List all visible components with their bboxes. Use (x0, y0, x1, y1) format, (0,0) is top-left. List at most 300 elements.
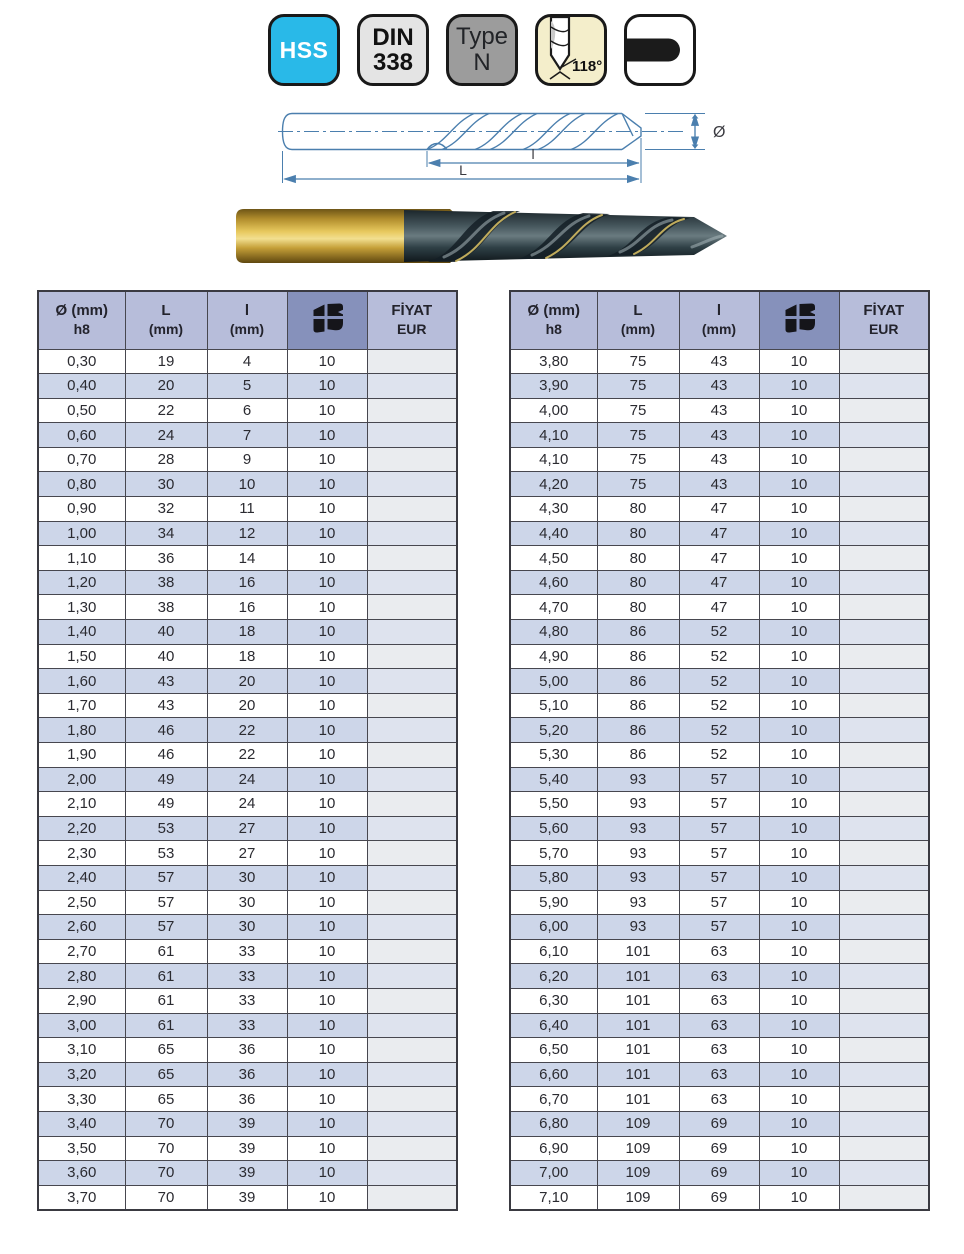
price-cell (367, 349, 457, 374)
pack-qty-cell: 10 (759, 1111, 839, 1136)
price-cell (367, 570, 457, 595)
table-row (38, 374, 457, 399)
total-length-cell: 30 (125, 472, 207, 497)
table-row (38, 497, 457, 522)
total-length-cell: 20 (125, 374, 207, 399)
diameter-cell: 6,90 (510, 1136, 597, 1161)
pack-quantity-column-header (287, 291, 367, 349)
pack-qty-cell: 10 (287, 988, 367, 1013)
price-cell (367, 1062, 457, 1087)
total-length-cell: 70 (125, 1136, 207, 1161)
diameter-cell: 3,50 (38, 1136, 125, 1161)
total-length-cell: 93 (597, 915, 679, 940)
total-length-cell: 80 (597, 521, 679, 546)
pack-qty-cell: 10 (287, 570, 367, 595)
diameter-cell: 0,40 (38, 374, 125, 399)
pack-qty-cell: 10 (759, 423, 839, 448)
price-cell (839, 349, 929, 374)
diameter-cell: 7,00 (510, 1161, 597, 1186)
pack-quantity-column-header (759, 291, 839, 349)
diameter-cell: 5,80 (510, 865, 597, 890)
total-length-cell: 46 (125, 718, 207, 743)
product-photo-section (0, 197, 964, 280)
pack-qty-cell: 10 (759, 1038, 839, 1063)
table-row (510, 988, 929, 1013)
total-length-cell: 109 (597, 1111, 679, 1136)
price-cell (367, 939, 457, 964)
diameter-cell: 5,40 (510, 767, 597, 792)
diameter-cell: 6,00 (510, 915, 597, 940)
diameter-cell: 6,60 (510, 1062, 597, 1087)
flute-length-cell: 16 (207, 595, 287, 620)
flute-length-cell: 33 (207, 939, 287, 964)
pack-qty-cell: 10 (759, 497, 839, 522)
total-length-cell: 40 (125, 620, 207, 645)
total-length-cell: 93 (597, 865, 679, 890)
diameter-column-header: Ø (mm) h8 (38, 291, 125, 349)
pack-qty-cell: 10 (287, 1087, 367, 1112)
price-cell (839, 447, 929, 472)
total-length-cell: 101 (597, 1062, 679, 1087)
table-row (38, 644, 457, 669)
pack-qty-cell: 10 (759, 890, 839, 915)
price-cell (839, 497, 929, 522)
point-angle-badge (535, 14, 607, 86)
price-cell (367, 546, 457, 571)
total-length-cell: 43 (125, 669, 207, 694)
table-row (38, 620, 457, 645)
pack-qty-cell: 10 (759, 1013, 839, 1038)
price-cell (839, 767, 929, 792)
flute-length-cell: 52 (679, 669, 759, 694)
total-length-cell: 61 (125, 964, 207, 989)
diameter-cell: 6,20 (510, 964, 597, 989)
table-row (38, 546, 457, 571)
price-cell (367, 743, 457, 768)
pack-qty-cell: 10 (759, 693, 839, 718)
diameter-column-header: Ø (mm) h8 (510, 291, 597, 349)
total-length-cell: 101 (597, 1087, 679, 1112)
flute-length-cell: 57 (679, 890, 759, 915)
price-cell (839, 915, 929, 940)
flute-length-cell: 57 (679, 841, 759, 866)
diameter-cell: 4,60 (510, 570, 597, 595)
table-row (510, 644, 929, 669)
diameter-cell: 5,70 (510, 841, 597, 866)
flute-length-column-header: l (mm) (207, 291, 287, 349)
price-cell (367, 890, 457, 915)
diameter-cell: 6,10 (510, 939, 597, 964)
flute-length-cell: 43 (679, 374, 759, 399)
diameter-cell: 5,10 (510, 693, 597, 718)
flute-length-cell: 33 (207, 964, 287, 989)
price-cell (839, 570, 929, 595)
diameter-cell: 2,60 (38, 915, 125, 940)
diameter-cell: 1,60 (38, 669, 125, 694)
diameter-cell: 0,80 (38, 472, 125, 497)
flute-length-cell: 24 (207, 792, 287, 817)
flute-length-cell: 27 (207, 816, 287, 841)
price-cell (367, 472, 457, 497)
flute-length-cell: 18 (207, 620, 287, 645)
diameter-cell: 2,00 (38, 767, 125, 792)
price-cell (367, 1161, 457, 1186)
total-length-cell: 80 (597, 497, 679, 522)
diameter-cell: 0,30 (38, 349, 125, 374)
total-length-column-header: L (mm) (597, 291, 679, 349)
total-length-cell: 93 (597, 841, 679, 866)
diameter-cell: 5,50 (510, 792, 597, 817)
total-length-cell: 101 (597, 1038, 679, 1063)
table-row (510, 767, 929, 792)
diameter-cell: 0,70 (38, 447, 125, 472)
price-cell (839, 1062, 929, 1087)
price-cell (367, 915, 457, 940)
diameter-cell: 4,50 (510, 546, 597, 571)
pack-qty-cell: 10 (287, 398, 367, 423)
price-cell (839, 890, 929, 915)
table-row (38, 743, 457, 768)
pack-qty-cell: 10 (287, 521, 367, 546)
pack-qty-cell: 10 (759, 546, 839, 571)
total-length-cell: 93 (597, 816, 679, 841)
price-cell (367, 595, 457, 620)
price-cell (839, 521, 929, 546)
price-cell (839, 374, 929, 399)
table-row (38, 447, 457, 472)
table-row (38, 718, 457, 743)
point-angle-label: 118° (572, 58, 603, 75)
total-length-cell: 49 (125, 767, 207, 792)
flute-length-cell: 4 (207, 349, 287, 374)
pack-qty-cell: 10 (759, 472, 839, 497)
total-length-cell: 57 (125, 915, 207, 940)
total-length-cell: 75 (597, 423, 679, 448)
flute-length-cell: 11 (207, 497, 287, 522)
package-icon (309, 303, 345, 333)
total-length-column-header: L (mm) (125, 291, 207, 349)
total-length-cell: 65 (125, 1062, 207, 1087)
pack-qty-cell: 10 (287, 964, 367, 989)
flute-length-cell: 63 (679, 1087, 759, 1112)
diameter-cell: 3,40 (38, 1111, 125, 1136)
table-row (38, 595, 457, 620)
flute-length-cell: 63 (679, 939, 759, 964)
pack-qty-cell: 10 (287, 497, 367, 522)
flute-length-cell: 39 (207, 1185, 287, 1210)
total-length-cell: 53 (125, 841, 207, 866)
pack-qty-cell: 10 (287, 939, 367, 964)
flute-length-cell: 30 (207, 865, 287, 890)
flute-length-cell: 57 (679, 792, 759, 817)
diameter-cell: 4,90 (510, 644, 597, 669)
flute-length-cell: 43 (679, 398, 759, 423)
pack-qty-cell: 10 (287, 1136, 367, 1161)
flute-length-cell: 6 (207, 398, 287, 423)
total-length-cell: 109 (597, 1185, 679, 1210)
hss-badge (268, 14, 340, 86)
table-row (510, 472, 929, 497)
total-length-cell: 101 (597, 964, 679, 989)
pack-qty-cell: 10 (759, 595, 839, 620)
table-row (510, 398, 929, 423)
price-cell (367, 1111, 457, 1136)
price-cell (839, 620, 929, 645)
total-length-cell: 46 (125, 743, 207, 768)
diameter-cell: 5,00 (510, 669, 597, 694)
table-row (510, 743, 929, 768)
pack-qty-cell: 10 (287, 890, 367, 915)
price-cell (367, 964, 457, 989)
flute-length-cell: 33 (207, 1013, 287, 1038)
flute-length-cell: 36 (207, 1062, 287, 1087)
price-cell (367, 497, 457, 522)
flute-length-cell: 22 (207, 718, 287, 743)
price-cell (367, 865, 457, 890)
header-row (510, 291, 929, 349)
flute-length-cell: 33 (207, 988, 287, 1013)
din-badge-line2: 338 (372, 49, 414, 76)
pack-qty-cell: 10 (759, 792, 839, 817)
table-row (510, 595, 929, 620)
price-cell (839, 964, 929, 989)
flute-length-cell: 5 (207, 374, 287, 399)
diameter-dim-label: Ø (713, 124, 726, 141)
total-length-cell: 19 (125, 349, 207, 374)
price-cell (839, 1087, 929, 1112)
price-cell (367, 644, 457, 669)
table-row (38, 816, 457, 841)
diameter-cell: 2,50 (38, 890, 125, 915)
flute-length-cell: 9 (207, 447, 287, 472)
diameter-cell: 1,40 (38, 620, 125, 645)
flute-length-cell: 69 (679, 1111, 759, 1136)
diameter-cell: 3,80 (510, 349, 597, 374)
diameter-cell: 1,00 (38, 521, 125, 546)
diameter-cell: 5,20 (510, 718, 597, 743)
table-row (510, 1185, 929, 1210)
price-cell (839, 644, 929, 669)
diameter-cell: 2,20 (38, 816, 125, 841)
diameter-cell: 5,60 (510, 816, 597, 841)
price-cell (367, 693, 457, 718)
flute-length-cell: 47 (679, 521, 759, 546)
pack-qty-cell: 10 (759, 743, 839, 768)
table-row (38, 939, 457, 964)
total-length-cell: 109 (597, 1136, 679, 1161)
flute-length-cell: 18 (207, 644, 287, 669)
pack-qty-cell: 10 (759, 570, 839, 595)
price-cell (367, 423, 457, 448)
pack-qty-cell: 10 (759, 718, 839, 743)
total-length-cell: 86 (597, 718, 679, 743)
flute-length-cell: 20 (207, 669, 287, 694)
type-badge-line1: Type (455, 23, 509, 51)
diameter-cell: 4,10 (510, 423, 597, 448)
diameter-cell: 7,10 (510, 1185, 597, 1210)
table-row (510, 1161, 929, 1186)
pack-qty-cell: 10 (759, 398, 839, 423)
pack-qty-cell: 10 (759, 644, 839, 669)
total-length-cell: 61 (125, 939, 207, 964)
total-length-cell: 61 (125, 1013, 207, 1038)
pack-qty-cell: 10 (287, 472, 367, 497)
diameter-cell: 2,70 (38, 939, 125, 964)
price-cell (839, 1161, 929, 1186)
pack-qty-cell: 10 (759, 767, 839, 792)
pack-qty-cell: 10 (287, 1185, 367, 1210)
price-cell (839, 595, 929, 620)
total-length-cell: 80 (597, 595, 679, 620)
diameter-cell: 1,70 (38, 693, 125, 718)
price-cell (839, 1185, 929, 1210)
flute-length-cell: 16 (207, 570, 287, 595)
flute-length-cell: 57 (679, 767, 759, 792)
table-row (510, 423, 929, 448)
flute-length-cell: 39 (207, 1111, 287, 1136)
flute-length-cell: 20 (207, 693, 287, 718)
diameter-cell: 4,30 (510, 497, 597, 522)
table-row (510, 693, 929, 718)
price-cell (839, 693, 929, 718)
flute-length-cell: 52 (679, 620, 759, 645)
flute-length-cell: 36 (207, 1087, 287, 1112)
table-row (38, 1136, 457, 1161)
table-row (38, 890, 457, 915)
diameter-cell: 4,70 (510, 595, 597, 620)
header-row (38, 291, 457, 349)
price-cell (839, 816, 929, 841)
price-column-header: FİYAT EUR (367, 291, 457, 349)
price-cell (839, 841, 929, 866)
table-row (510, 1111, 929, 1136)
total-length-cell: 75 (597, 447, 679, 472)
table-row (38, 1087, 457, 1112)
total-length-cell: 80 (597, 546, 679, 571)
total-length-cell: 70 (125, 1185, 207, 1210)
flute-length-cell: 24 (207, 767, 287, 792)
pack-qty-cell: 10 (287, 447, 367, 472)
package-icon (781, 303, 817, 333)
diameter-cell: 1,90 (38, 743, 125, 768)
table-row (38, 988, 457, 1013)
table-row (38, 1038, 457, 1063)
flute-length-cell: 43 (679, 349, 759, 374)
flute-length-cell: 14 (207, 546, 287, 571)
pack-qty-cell: 10 (287, 915, 367, 940)
pack-qty-cell: 10 (759, 1161, 839, 1186)
diameter-cell: 3,70 (38, 1185, 125, 1210)
flute-length-cell: 69 (679, 1161, 759, 1186)
pack-qty-cell: 10 (287, 743, 367, 768)
total-length-cell: 75 (597, 472, 679, 497)
table-row (510, 669, 929, 694)
price-cell (839, 398, 929, 423)
price-cell (839, 1038, 929, 1063)
total-length-cell: 24 (125, 423, 207, 448)
pack-qty-cell: 10 (287, 595, 367, 620)
table-row (38, 915, 457, 940)
table-row (510, 816, 929, 841)
flute-length-cell: 43 (679, 472, 759, 497)
total-length-cell: 109 (597, 1161, 679, 1186)
flute-length-cell: 7 (207, 423, 287, 448)
pack-qty-cell: 10 (287, 669, 367, 694)
pack-qty-cell: 10 (287, 349, 367, 374)
table-row (38, 964, 457, 989)
pack-qty-cell: 10 (759, 915, 839, 940)
price-cell (839, 988, 929, 1013)
total-length-cell: 75 (597, 374, 679, 399)
diameter-cell: 3,60 (38, 1161, 125, 1186)
type-badge-line2: N (473, 49, 491, 76)
drill-point-118-icon (538, 17, 604, 83)
total-length-cell: 75 (597, 349, 679, 374)
din-338-badge (357, 14, 429, 86)
table-row (38, 398, 457, 423)
pack-qty-cell: 10 (287, 423, 367, 448)
flute-length-cell: 30 (207, 915, 287, 940)
diameter-cell: 4,40 (510, 521, 597, 546)
price-cell (839, 423, 929, 448)
price-cell (839, 1013, 929, 1038)
price-cell (367, 398, 457, 423)
price-cell (367, 718, 457, 743)
price-cell (367, 374, 457, 399)
table-row (510, 521, 929, 546)
table-row (38, 1111, 457, 1136)
table-row (510, 792, 929, 817)
diameter-cell: 0,90 (38, 497, 125, 522)
diameter-cell: 0,50 (38, 398, 125, 423)
total-length-cell: 57 (125, 890, 207, 915)
flute-length-cell: 12 (207, 521, 287, 546)
total-length-cell: 93 (597, 890, 679, 915)
pack-qty-cell: 10 (759, 1062, 839, 1087)
price-column-header: FİYAT EUR (839, 291, 929, 349)
flute-length-cell: 63 (679, 1013, 759, 1038)
flute-length-dim-label: l (531, 146, 535, 162)
table-row (510, 890, 929, 915)
pack-qty-cell: 10 (287, 767, 367, 792)
flute-length-cell: 43 (679, 447, 759, 472)
pack-qty-cell: 10 (759, 521, 839, 546)
pack-qty-cell: 10 (287, 792, 367, 817)
flute-length-cell: 47 (679, 570, 759, 595)
pack-qty-cell: 10 (759, 669, 839, 694)
pack-qty-cell: 10 (759, 620, 839, 645)
diameter-cell: 0,60 (38, 423, 125, 448)
table-row (38, 521, 457, 546)
diameter-cell: 1,20 (38, 570, 125, 595)
total-length-cell: 70 (125, 1111, 207, 1136)
price-cell (839, 1111, 929, 1136)
table-row (38, 1062, 457, 1087)
total-length-cell: 38 (125, 595, 207, 620)
price-cell (367, 1038, 457, 1063)
diameter-cell: 6,40 (510, 1013, 597, 1038)
total-length-cell: 86 (597, 743, 679, 768)
total-length-cell: 40 (125, 644, 207, 669)
pack-qty-cell: 10 (287, 865, 367, 890)
diameter-cell: 2,10 (38, 792, 125, 817)
pack-qty-cell: 10 (759, 939, 839, 964)
total-length-cell: 93 (597, 767, 679, 792)
total-length-cell: 22 (125, 398, 207, 423)
diameter-cell: 2,40 (38, 865, 125, 890)
pack-qty-cell: 10 (759, 447, 839, 472)
pack-qty-cell: 10 (759, 841, 839, 866)
